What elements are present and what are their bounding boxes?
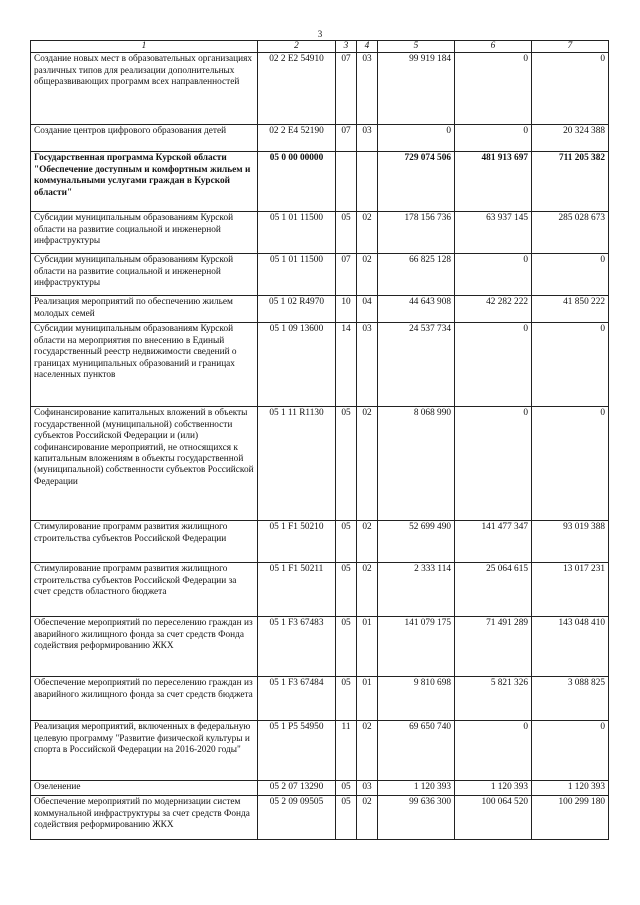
row-amount-1-cell: 0 <box>378 125 455 152</box>
row-section-cell <box>336 152 357 212</box>
row-code-cell: 02 2 E2 54910 <box>258 53 336 125</box>
table-row <box>31 677 609 721</box>
row-amount-1-cell: 9 810 698 <box>378 677 455 721</box>
row-subsection-cell: 03 <box>357 323 378 407</box>
row-code-cell: 05 1 02 R4970 <box>258 296 336 323</box>
row-amount-3-cell: 285 028 673 <box>532 212 609 254</box>
row-name-cell: Создание новых мест в образовательных организациях различных типов для реализации дополнительных общеразвивающих программ всех направленностей <box>31 53 258 125</box>
row-amount-3-cell: 0 <box>532 407 609 521</box>
row-code-cell: 05 1 F3 67483 <box>258 617 336 677</box>
row-amount-3-cell: 0 <box>532 721 609 781</box>
row-code-cell: 02 2 E4 52190 <box>258 125 336 152</box>
row-amount-2-cell: 63 937 145 <box>455 212 532 254</box>
row-subsection-cell: 02 <box>357 796 378 840</box>
row-subsection-cell: 02 <box>357 212 378 254</box>
row-amount-3-cell: 0 <box>532 254 609 296</box>
table-row <box>31 781 609 796</box>
row-section-cell: 05 <box>336 781 357 796</box>
row-name-cell: Софинансирование капитальных вложений в объекты государственной (муниципальной) собственности субъектов Российской Федерации и (или) софинансирование мероприятий, не относящихся к капитальным вложениям в объекты государственной (муниципальной) собственности субъектов Российской Федерации <box>31 407 258 521</box>
row-section-cell: 07 <box>336 254 357 296</box>
row-name-cell: Стимулирование программ развития жилищного строительства субъектов Российской Федерации за счет средств областного бюджета <box>31 563 258 617</box>
row-section-cell: 07 <box>336 125 357 152</box>
row-section-cell: 07 <box>336 53 357 125</box>
row-subsection-cell: 01 <box>357 677 378 721</box>
row-name-cell: Субсидии муниципальным образованиям Курской области на мероприятия по внесению в Единый государственный реестр недвижимости сведений о границах муниципальных образований и границах населенных пунктов <box>31 323 258 407</box>
header-cell: 6 <box>455 41 532 53</box>
row-amount-3-cell: 41 850 222 <box>532 296 609 323</box>
row-amount-2-cell: 481 913 697 <box>455 152 532 212</box>
row-subsection-cell: 02 <box>357 721 378 781</box>
table-row <box>31 296 609 323</box>
row-code-cell: 05 1 F1 50210 <box>258 521 336 563</box>
table-row <box>31 407 609 521</box>
row-subsection-cell: 04 <box>357 296 378 323</box>
row-subsection-cell: 03 <box>357 125 378 152</box>
row-code-cell: 05 0 00 00000 <box>258 152 336 212</box>
row-amount-2-cell: 42 282 222 <box>455 296 532 323</box>
row-amount-1-cell: 44 643 908 <box>378 296 455 323</box>
budget-table <box>30 40 609 840</box>
row-code-cell: 05 1 01 11500 <box>258 212 336 254</box>
row-amount-1-cell: 24 537 734 <box>378 323 455 407</box>
header-cell: 3 <box>336 41 357 53</box>
row-name-cell: Стимулирование программ развития жилищного строительства субъектов Российской Федерации <box>31 521 258 563</box>
row-amount-1-cell: 141 079 175 <box>378 617 455 677</box>
row-amount-1-cell: 178 156 736 <box>378 212 455 254</box>
row-subsection-cell: 03 <box>357 781 378 796</box>
row-amount-2-cell: 0 <box>455 53 532 125</box>
row-amount-3-cell: 93 019 388 <box>532 521 609 563</box>
header-cell: 4 <box>357 41 378 53</box>
row-amount-2-cell: 0 <box>455 125 532 152</box>
row-section-cell: 05 <box>336 617 357 677</box>
table-row <box>31 254 609 296</box>
row-amount-1-cell: 99 636 300 <box>378 796 455 840</box>
row-amount-2-cell: 0 <box>455 407 532 521</box>
row-name-cell: Обеспечение мероприятий по переселению граждан из аварийного жилищного фонда за счет средств Фонда содействия реформированию ЖКХ <box>31 617 258 677</box>
table-row <box>31 796 609 840</box>
row-section-cell: 14 <box>336 323 357 407</box>
row-amount-2-cell: 25 064 615 <box>455 563 532 617</box>
table-row <box>31 563 609 617</box>
row-section-cell: 05 <box>336 563 357 617</box>
row-subsection-cell <box>357 152 378 212</box>
row-amount-1-cell: 8 068 990 <box>378 407 455 521</box>
row-amount-2-cell: 1 120 393 <box>455 781 532 796</box>
row-amount-1-cell: 99 919 184 <box>378 53 455 125</box>
row-name-cell: Государственная программа Курской области "Обеспечение доступным и комфортным жильем и коммунальными услугами граждан в Курской области" <box>31 152 258 212</box>
row-subsection-cell: 02 <box>357 407 378 521</box>
row-code-cell: 05 1 F1 50211 <box>258 563 336 617</box>
row-subsection-cell: 02 <box>357 521 378 563</box>
row-amount-2-cell: 0 <box>455 323 532 407</box>
row-name-cell: Обеспечение мероприятий по переселению граждан из аварийного жилищного фонда за счет средств бюджета <box>31 677 258 721</box>
row-amount-2-cell: 141 477 347 <box>455 521 532 563</box>
table-header-row <box>31 41 609 53</box>
row-amount-1-cell: 2 333 114 <box>378 563 455 617</box>
row-amount-1-cell: 1 120 393 <box>378 781 455 796</box>
row-code-cell: 05 2 07 13290 <box>258 781 336 796</box>
header-cell: 2 <box>258 41 336 53</box>
row-section-cell: 11 <box>336 721 357 781</box>
row-amount-3-cell: 20 324 388 <box>532 125 609 152</box>
table-row <box>31 721 609 781</box>
row-section-cell: 05 <box>336 677 357 721</box>
table-row <box>31 617 609 677</box>
row-amount-1-cell: 52 699 490 <box>378 521 455 563</box>
table-row <box>31 212 609 254</box>
row-name-cell: Субсидии муниципальным образованиям Курской области на развитие социальной и инженерной инфраструктуры <box>31 254 258 296</box>
row-amount-2-cell: 0 <box>455 721 532 781</box>
row-name-cell: Субсидии муниципальным образованиям Курской области на развитие социальной и инженерной инфраструктуры <box>31 212 258 254</box>
row-subsection-cell: 02 <box>357 254 378 296</box>
row-amount-3-cell: 100 299 180 <box>532 796 609 840</box>
row-amount-1-cell: 66 825 128 <box>378 254 455 296</box>
page-number: 3 <box>317 29 323 39</box>
header-cell: 5 <box>378 41 455 53</box>
row-section-cell: 05 <box>336 212 357 254</box>
row-amount-2-cell: 0 <box>455 254 532 296</box>
row-code-cell: 05 1 11 R1130 <box>258 407 336 521</box>
row-name-cell: Реализация мероприятий по обеспечению жильем молодых семей <box>31 296 258 323</box>
row-section-cell: 10 <box>336 296 357 323</box>
table-row <box>31 323 609 407</box>
row-amount-1-cell: 69 650 740 <box>378 721 455 781</box>
row-amount-2-cell: 71 491 289 <box>455 617 532 677</box>
row-code-cell: 05 2 09 09505 <box>258 796 336 840</box>
row-name-cell: Реализация мероприятий, включенных в федеральную целевую программу "Развитие физической культуры и спорта в Российской Федерации на 2016-2020 годы" <box>31 721 258 781</box>
row-amount-3-cell: 0 <box>532 323 609 407</box>
row-code-cell: 05 1 P5 54950 <box>258 721 336 781</box>
row-code-cell: 05 1 F3 67484 <box>258 677 336 721</box>
row-amount-3-cell: 13 017 231 <box>532 563 609 617</box>
row-amount-3-cell: 0 <box>532 53 609 125</box>
row-amount-3-cell: 3 088 825 <box>532 677 609 721</box>
row-subsection-cell: 03 <box>357 53 378 125</box>
row-amount-3-cell: 143 048 410 <box>532 617 609 677</box>
row-amount-3-cell: 711 205 382 <box>532 152 609 212</box>
table-row <box>31 53 609 125</box>
row-name-cell: Создание центров цифрового образования детей <box>31 125 258 152</box>
row-name-cell: Обеспечение мероприятий по модернизации систем коммунальной инфраструктуры за счет средств Фонда содействия реформированию ЖКХ <box>31 796 258 840</box>
row-amount-1-cell: 729 074 506 <box>378 152 455 212</box>
row-section-cell: 05 <box>336 521 357 563</box>
row-name-cell: Озеленение <box>31 781 258 796</box>
row-subsection-cell: 01 <box>357 617 378 677</box>
row-amount-2-cell: 100 064 520 <box>455 796 532 840</box>
table-row <box>31 521 609 563</box>
table-row <box>31 125 609 152</box>
header-cell: 7 <box>532 41 609 53</box>
header-cell: 1 <box>31 41 258 53</box>
row-subsection-cell: 02 <box>357 563 378 617</box>
row-section-cell: 05 <box>336 796 357 840</box>
row-code-cell: 05 1 01 11500 <box>258 254 336 296</box>
row-section-cell: 05 <box>336 407 357 521</box>
row-amount-2-cell: 5 821 326 <box>455 677 532 721</box>
row-amount-3-cell: 1 120 393 <box>532 781 609 796</box>
table-row <box>31 152 609 212</box>
row-code-cell: 05 1 09 13600 <box>258 323 336 407</box>
